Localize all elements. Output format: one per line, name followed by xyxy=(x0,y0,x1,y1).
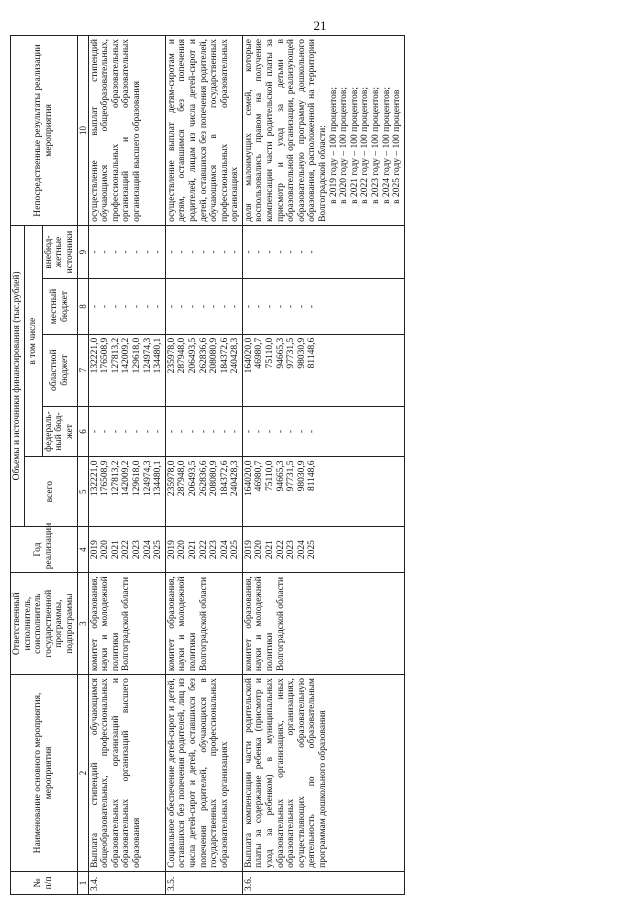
column-number: 2 xyxy=(77,675,88,872)
amount-local-value: - xyxy=(89,304,100,309)
amount-extra-value: - xyxy=(265,250,276,254)
year-value: 2019 xyxy=(243,540,254,560)
activity-name: Выплата стипендий обучающимся общеобразовательных, профессиональных образовательных организаций и образовательных организаций высшего образования xyxy=(88,675,165,872)
table-body xyxy=(88,36,404,895)
amount-total xyxy=(88,457,165,526)
year-value: 2022 xyxy=(275,540,286,560)
amount-extra-value: - xyxy=(243,250,254,254)
financing-table xyxy=(10,35,405,895)
header-executor: Ответственный исполнитель, соисполнитель государственной программы, подпрограммы xyxy=(11,573,78,675)
result-line: в 2021 году – 100 процентов; xyxy=(349,86,360,204)
amount-regional-value: 164020,0 xyxy=(243,337,254,374)
amount-total-value: 235978,0 xyxy=(166,460,177,497)
year-value: 2020 xyxy=(177,540,188,560)
amount-regional xyxy=(165,334,242,406)
amount-regional-value: 81148,6 xyxy=(307,337,318,369)
result-line: в 2019 году – 100 процентов; xyxy=(328,86,339,204)
amount-extra-value: - xyxy=(100,250,111,254)
year-value: 2022 xyxy=(121,540,132,560)
amount-extra-value: - xyxy=(307,250,318,254)
amount-extra-value: - xyxy=(142,250,153,254)
result-cell xyxy=(165,36,242,226)
page-number: 21 xyxy=(313,18,327,33)
table-row xyxy=(165,36,242,895)
amount-extra-value: - xyxy=(275,250,286,254)
amount-extra-value: - xyxy=(209,250,220,254)
header-result: Непосредственные результаты реализации мероприятия xyxy=(11,36,78,226)
amount-regional-value: 206493,5 xyxy=(187,337,198,374)
table-row xyxy=(88,36,165,895)
amount-federal-value: - xyxy=(153,429,164,434)
amount-federal-value: - xyxy=(286,429,297,434)
amount-regional xyxy=(88,334,165,406)
rotated-table-page xyxy=(10,35,630,895)
year-value: 2023 xyxy=(286,540,297,560)
amount-federal-value: - xyxy=(275,429,286,434)
amount-total-value: 134480,1 xyxy=(153,460,164,497)
amount-extra-value: - xyxy=(286,250,297,254)
header-local: местный бюджет xyxy=(42,279,77,335)
amount-federal-value: - xyxy=(142,429,153,434)
result-text: доля малоимущих семей, которые воспользовались правом на получение компенсации части родительской платы за присмотр и уход за детьми в образовательной организации, реализующей образовательную программу дошкольного образования, расположенной на территории Волгоградской области: xyxy=(243,39,329,222)
amount-extra xyxy=(165,225,242,278)
amount-regional-value: 287948,0 xyxy=(177,337,188,374)
amount-local-value: - xyxy=(177,304,188,309)
year-value: 2019 xyxy=(89,540,100,560)
amount-local-value: - xyxy=(243,304,254,309)
year xyxy=(242,526,404,572)
amount-extra-value: - xyxy=(296,250,307,254)
amount-federal xyxy=(242,406,404,457)
amount-regional-value: 124974,3 xyxy=(142,337,153,374)
amount-regional-value: 235978,0 xyxy=(166,337,177,374)
amount-regional-value: 184372,6 xyxy=(219,337,230,374)
amount-federal-value: - xyxy=(307,429,318,434)
amount-local-value: - xyxy=(110,304,121,309)
amount-total-value: 124974,3 xyxy=(142,460,153,497)
year-value: 2023 xyxy=(209,540,220,560)
amount-extra-value: - xyxy=(166,250,177,254)
amount-federal-value: - xyxy=(110,429,121,434)
amount-federal-value: - xyxy=(187,429,198,434)
amount-extra-value: - xyxy=(110,250,121,254)
amount-local-value: - xyxy=(230,304,241,309)
amount-local-value: - xyxy=(187,304,198,309)
year-value: 2025 xyxy=(307,540,318,560)
amount-total-value: 46980,7 xyxy=(254,460,265,492)
amount-local-value: - xyxy=(100,304,111,309)
amount-extra-value: - xyxy=(121,250,132,254)
amount-total-value: 176508,9 xyxy=(100,460,111,497)
result-line: в 2022 году – 100 процентов; xyxy=(360,86,371,204)
column-number: 10 xyxy=(77,36,88,226)
column-number: 1 xyxy=(77,871,88,894)
amount-local-value: - xyxy=(198,304,209,309)
amount-regional-value: 208080,9 xyxy=(209,337,220,374)
amount-total-value: 75110,0 xyxy=(265,460,276,491)
activity-name: Выплата компенсации части родительской платы за содержание ребенка (присмотр и уход за ребенком) в муниципальных образовательных организациях, иных образовательных организациях, осуществляющих образовательную деятельность по образовательным программам дошкольного образования xyxy=(242,675,404,872)
year-value: 2023 xyxy=(131,540,142,560)
amount-federal xyxy=(88,406,165,457)
amount-federal-value: - xyxy=(89,429,100,434)
amount-local-value: - xyxy=(166,304,177,309)
amount-total xyxy=(242,457,404,526)
result-line: в 2025 году – 100 процентов xyxy=(392,89,403,204)
amount-regional-value: 134480,1 xyxy=(153,337,164,374)
amount-federal-value: - xyxy=(243,429,254,434)
amount-extra-value: - xyxy=(219,250,230,254)
amount-local-value: - xyxy=(142,304,153,309)
amount-total-value: 97731,5 xyxy=(286,460,297,492)
amount-local-value: - xyxy=(254,304,265,309)
amount-regional-value: 127813,2 xyxy=(110,337,121,374)
amount-extra-value: - xyxy=(153,250,164,254)
amount-regional-value: 262836,6 xyxy=(198,337,209,374)
column-number: 6 xyxy=(77,406,88,457)
column-number: 7 xyxy=(77,334,88,406)
result-line: в 2023 году – 100 процентов; xyxy=(371,86,381,204)
amount-federal-value: - xyxy=(254,429,265,434)
year-value: 2024 xyxy=(219,540,230,560)
amount-extra-value: - xyxy=(198,250,209,254)
header-in-that: в том числе xyxy=(24,225,42,457)
amount-regional-value: 98030,9 xyxy=(296,337,307,369)
result-text: осуществление выплат детям-сиротам и детям, оставшимся без попечения родителей, лицам из числа детей-сирот и детей, оставшихся без попечения родителей, обучающимся в государственных профессиональных образовательных организациях xyxy=(166,39,241,222)
amount-federal-value: - xyxy=(219,429,230,434)
executor: комитет образования, науки и молодежной политики Волгоградской области xyxy=(242,573,404,675)
amount-total-value: 287948,0 xyxy=(177,460,188,497)
amount-local-value: - xyxy=(296,304,307,309)
header-name: Наименование основного мероприятия, мероприятия xyxy=(11,675,78,872)
column-number: 8 xyxy=(77,279,88,335)
amount-regional-value: 97731,5 xyxy=(286,337,297,369)
amount-local-value: - xyxy=(275,304,286,309)
amount-extra-value: - xyxy=(187,250,198,254)
amount-total-value: 127813,2 xyxy=(110,460,121,497)
executor: комитет образования, науки и молодежной политики Волгоградской области xyxy=(165,573,242,675)
activity-name: Социальное обеспечение детей-сирот и детей, оставшихся без попечения родителей, лиц из числа детей-сирот и детей, оставшихся без попечения родителей, обучающихся в государственных профессиональных образовательных организациях xyxy=(165,675,242,872)
amount-federal-value: - xyxy=(100,429,111,434)
table-row xyxy=(242,36,404,895)
column-number: 4 xyxy=(77,526,88,572)
amount-regional-value: 129618,0 xyxy=(131,337,142,374)
column-number: 9 xyxy=(77,225,88,278)
amount-regional-value: 132221,0 xyxy=(89,337,100,374)
amount-total-value: 81148,6 xyxy=(307,460,318,491)
amount-local-value: - xyxy=(209,304,220,309)
amount-local-value: - xyxy=(265,304,276,309)
amount-total-value: 98030,9 xyxy=(296,460,307,492)
year-value: 2021 xyxy=(265,540,276,560)
amount-total-value: 129618,0 xyxy=(131,460,142,497)
amount-total-value: 164020,0 xyxy=(243,460,254,497)
row-number: 3.5. xyxy=(165,871,242,894)
amount-extra xyxy=(242,225,404,278)
amount-extra xyxy=(88,225,165,278)
amount-regional-value: 240428,3 xyxy=(230,337,241,374)
amount-federal xyxy=(165,406,242,457)
column-number: 5 xyxy=(77,457,88,526)
amount-federal-value: - xyxy=(230,429,241,434)
year-value: 2025 xyxy=(153,540,164,560)
amount-local-value: - xyxy=(121,304,132,309)
amount-local xyxy=(88,279,165,335)
amount-extra-value: - xyxy=(131,250,142,254)
row-number: 3.6. xyxy=(242,871,404,894)
amount-total-value: 206493,5 xyxy=(187,460,198,497)
year-value: 2022 xyxy=(198,540,209,560)
amount-total-value: 184372,6 xyxy=(219,460,230,497)
amount-federal-value: - xyxy=(166,429,177,434)
amount-local xyxy=(242,279,404,335)
header-financing: Объемы и источники финансирования (тыс.рублей) xyxy=(11,225,25,526)
year xyxy=(165,526,242,572)
amount-total-value: 240428,3 xyxy=(230,460,241,497)
amount-federal-value: - xyxy=(177,429,188,434)
amount-regional-value: 142009,2 xyxy=(121,337,132,374)
year-value: 2021 xyxy=(110,540,121,560)
amount-local-value: - xyxy=(153,304,164,309)
amount-extra-value: - xyxy=(254,250,265,254)
result-cell xyxy=(88,36,165,226)
amount-regional-value: 94665,3 xyxy=(275,337,286,369)
header-total: всего xyxy=(24,457,77,526)
executor: комитет образования, науки и молодежной политики Волгоградской области xyxy=(88,573,165,675)
row-number: 3.4. xyxy=(88,871,165,894)
amount-local xyxy=(165,279,242,335)
amount-local-value: - xyxy=(286,304,297,309)
header-number: № п/п xyxy=(11,871,78,894)
header-year: Год реализации xyxy=(11,526,78,572)
result-cell xyxy=(242,36,404,226)
amount-federal-value: - xyxy=(265,429,276,434)
amount-federal-value: - xyxy=(131,429,142,434)
amount-federal-value: - xyxy=(209,429,220,434)
year-value: 2025 xyxy=(230,540,241,560)
year-value: 2024 xyxy=(296,540,307,560)
year-value: 2020 xyxy=(100,540,111,560)
amount-regional-value: 75110,0 xyxy=(265,337,276,369)
header-regional: областной бюджет xyxy=(42,334,77,406)
amount-federal-value: - xyxy=(198,429,209,434)
amount-local-value: - xyxy=(307,304,318,309)
amount-total xyxy=(165,457,242,526)
year-value: 2019 xyxy=(166,540,177,560)
amount-regional-value: 46980,7 xyxy=(254,337,265,369)
amount-total-value: 94665,3 xyxy=(275,460,286,492)
year-value: 2020 xyxy=(254,540,265,560)
column-number: 3 xyxy=(77,573,88,675)
header-federal: федераль-ный бюд-жет xyxy=(42,406,77,457)
result-line: в 2020 году – 100 процентов; xyxy=(339,86,350,204)
amount-local-value: - xyxy=(131,304,142,309)
amount-total-value: 132221,0 xyxy=(89,460,100,497)
amount-extra-value: - xyxy=(89,250,100,254)
amount-total-value: 208080,9 xyxy=(209,460,220,497)
header-extra: внебюд-жетные источники xyxy=(42,225,77,278)
year xyxy=(88,526,165,572)
result-line: в 2024 году – 100 процентов; xyxy=(381,86,392,204)
amount-federal-value: - xyxy=(296,429,307,434)
result-text: осуществление выплат стипендий обучающимся общеобразовательных, профессиональных образовательных организаций и образовательных организаций высшего образования xyxy=(89,39,142,222)
year-value: 2024 xyxy=(142,540,153,560)
amount-extra-value: - xyxy=(230,250,241,254)
amount-extra-value: - xyxy=(177,250,188,254)
amount-regional xyxy=(242,334,404,406)
amount-total-value: 262836,6 xyxy=(198,460,209,497)
amount-total-value: 142009,2 xyxy=(121,460,132,497)
year-value: 2021 xyxy=(187,540,198,560)
amount-local-value: - xyxy=(219,304,230,309)
amount-regional-value: 176508,9 xyxy=(100,337,111,374)
amount-federal-value: - xyxy=(121,429,132,434)
